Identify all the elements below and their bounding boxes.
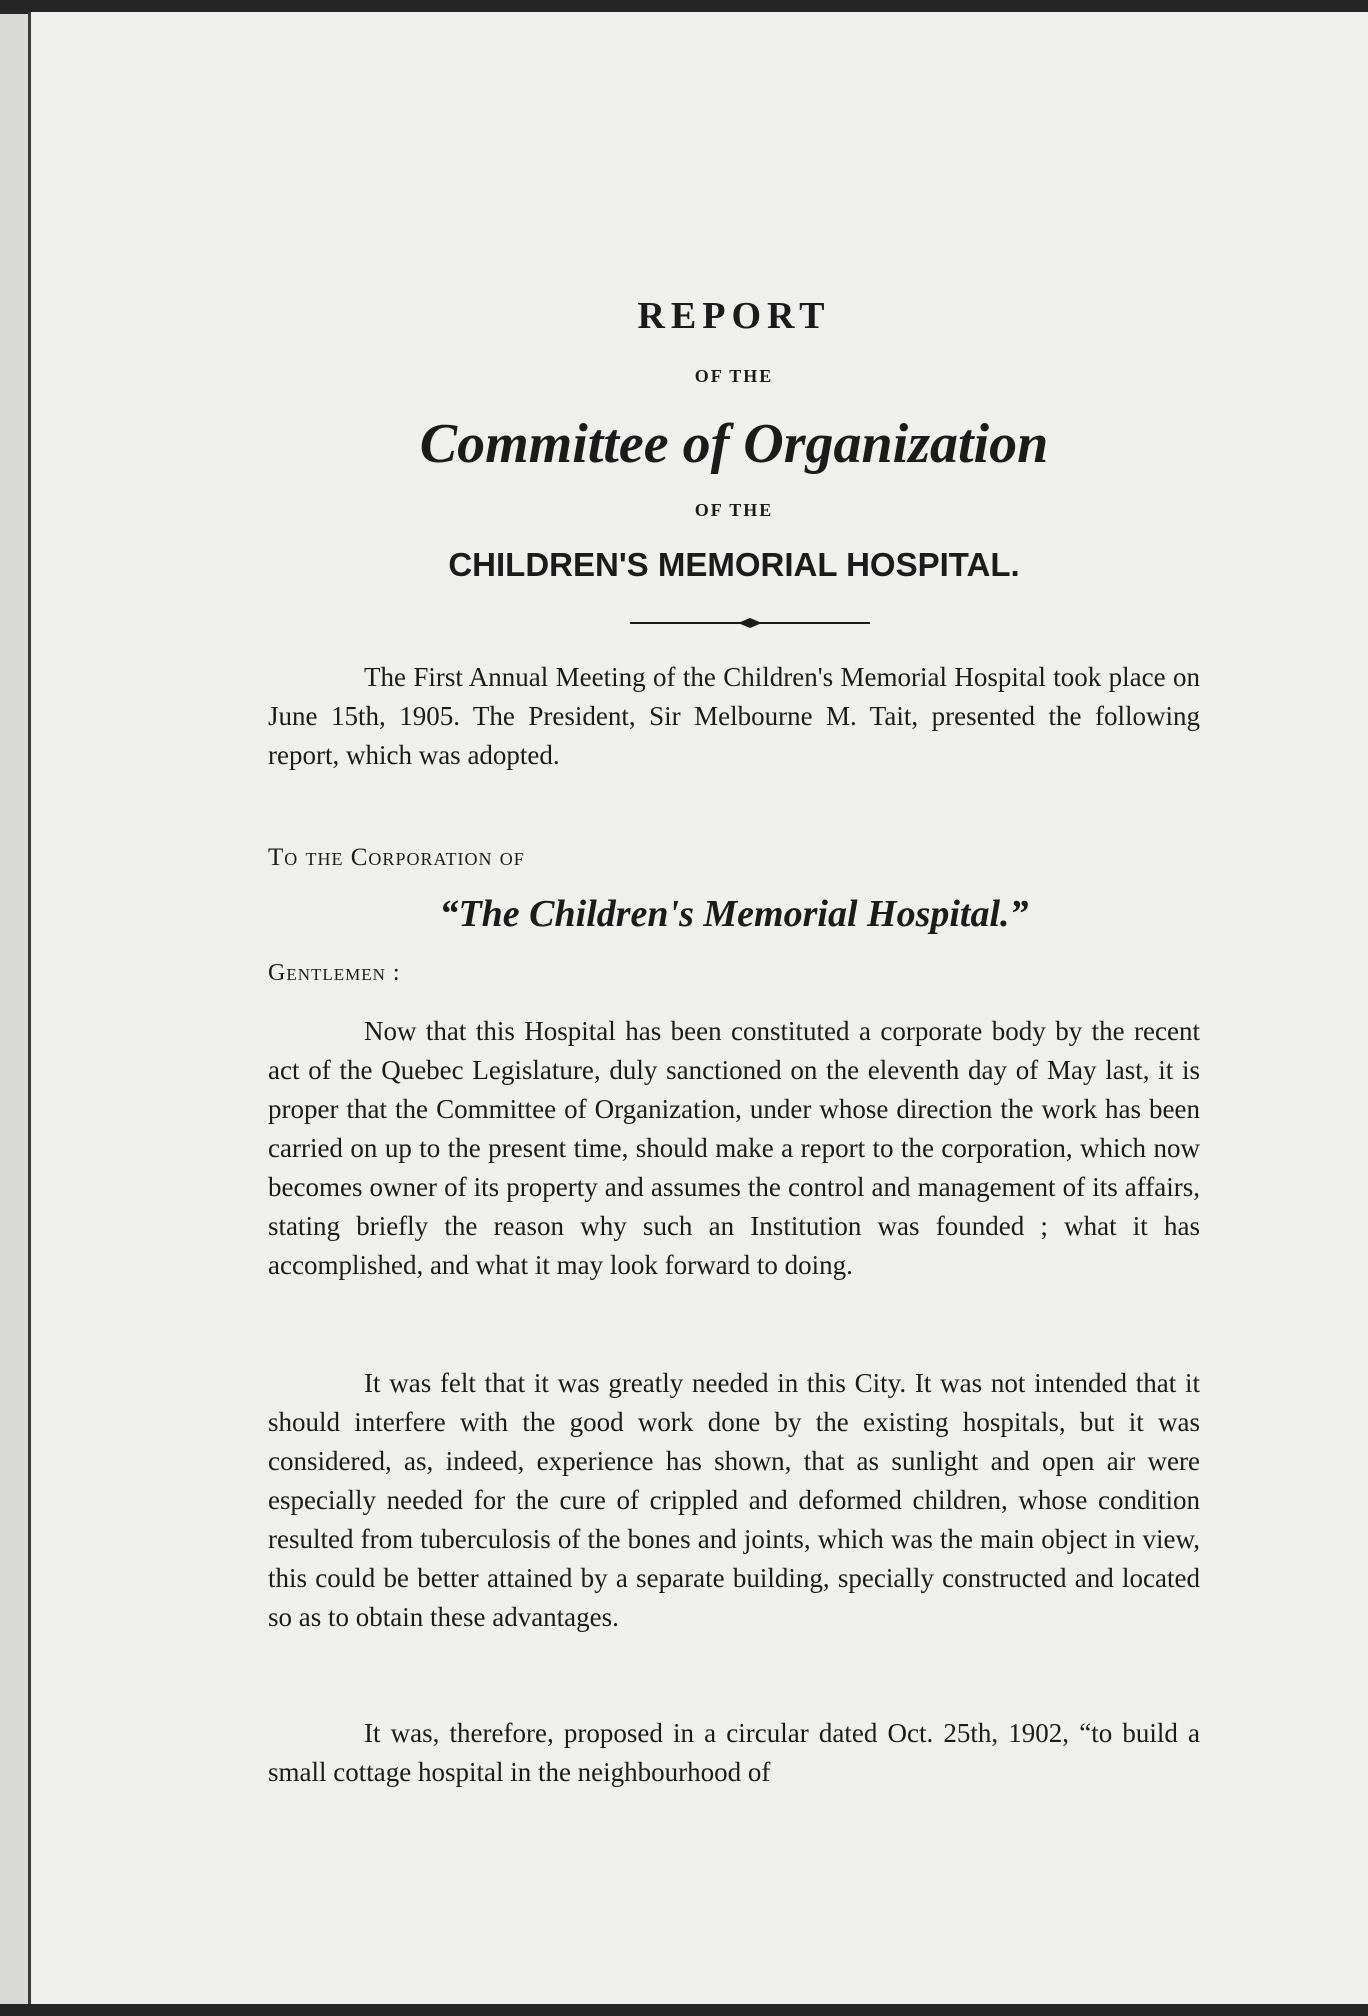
body-paragraph-2: It was felt that it was greatly needed in this City. It was not intended that it should interfere with the good work done by the existing hospitals, but it was considered, as, indeed, experience has shown, that as sunlight and open air were especially needed for the cure of crippled and deformed children, whose condition resulted from tuberculosis of the bones and joints, which was the main object in view, this could be better attained by a separate building, specially constructed and located so as to obtain these advantages. (268, 1368, 1200, 1632)
addressee-line: To the Corporation of (268, 844, 525, 871)
body-paragraph-1: Now that this Hospital has been constituted a corporate body by the recent act of the Quebec Legislature, duly sanctioned on the eleventh day of May last, it is proper that the Committee of Organization, under whose direction the work has been carried on up to the present time, should make a report to the corporation, which now becomes owner of its property and assumes the control and management of its affairs, stating briefly the reason why such an Institution was founded ; what it has accomplished, and what it may look forward to doing. (268, 1016, 1200, 1280)
body-paragraph-3: It was, therefore, proposed in a circular dated Oct. 25th, 1902, “to build a small cottage hospital in the neighbourhood of (268, 1718, 1200, 1787)
corporation-name: “The Children's Memorial Hospital.” (439, 893, 1029, 935)
salutation: Gentlemen : (268, 960, 401, 986)
hospital-heading: CHILDREN'S MEMORIAL HOSPITAL. (448, 546, 1020, 583)
document-page (28, 12, 1368, 2004)
of-the-line-1: OF THE (694, 366, 774, 386)
page-left-edge (0, 14, 28, 2004)
of-the-line-2: OF THE (694, 500, 774, 520)
divider-ornament (628, 612, 872, 634)
report-heading: REPORT (637, 295, 831, 337)
intro-paragraph: The First Annual Meeting of the Children's Memorial Hospital took place on June 15th, 1905. The President, Sir Melbourne M. Tait, presented the following report, which was adopted. (268, 662, 1200, 770)
scan-border-bottom (0, 2004, 1368, 2016)
committee-heading: Committee of Organization (419, 413, 1049, 475)
